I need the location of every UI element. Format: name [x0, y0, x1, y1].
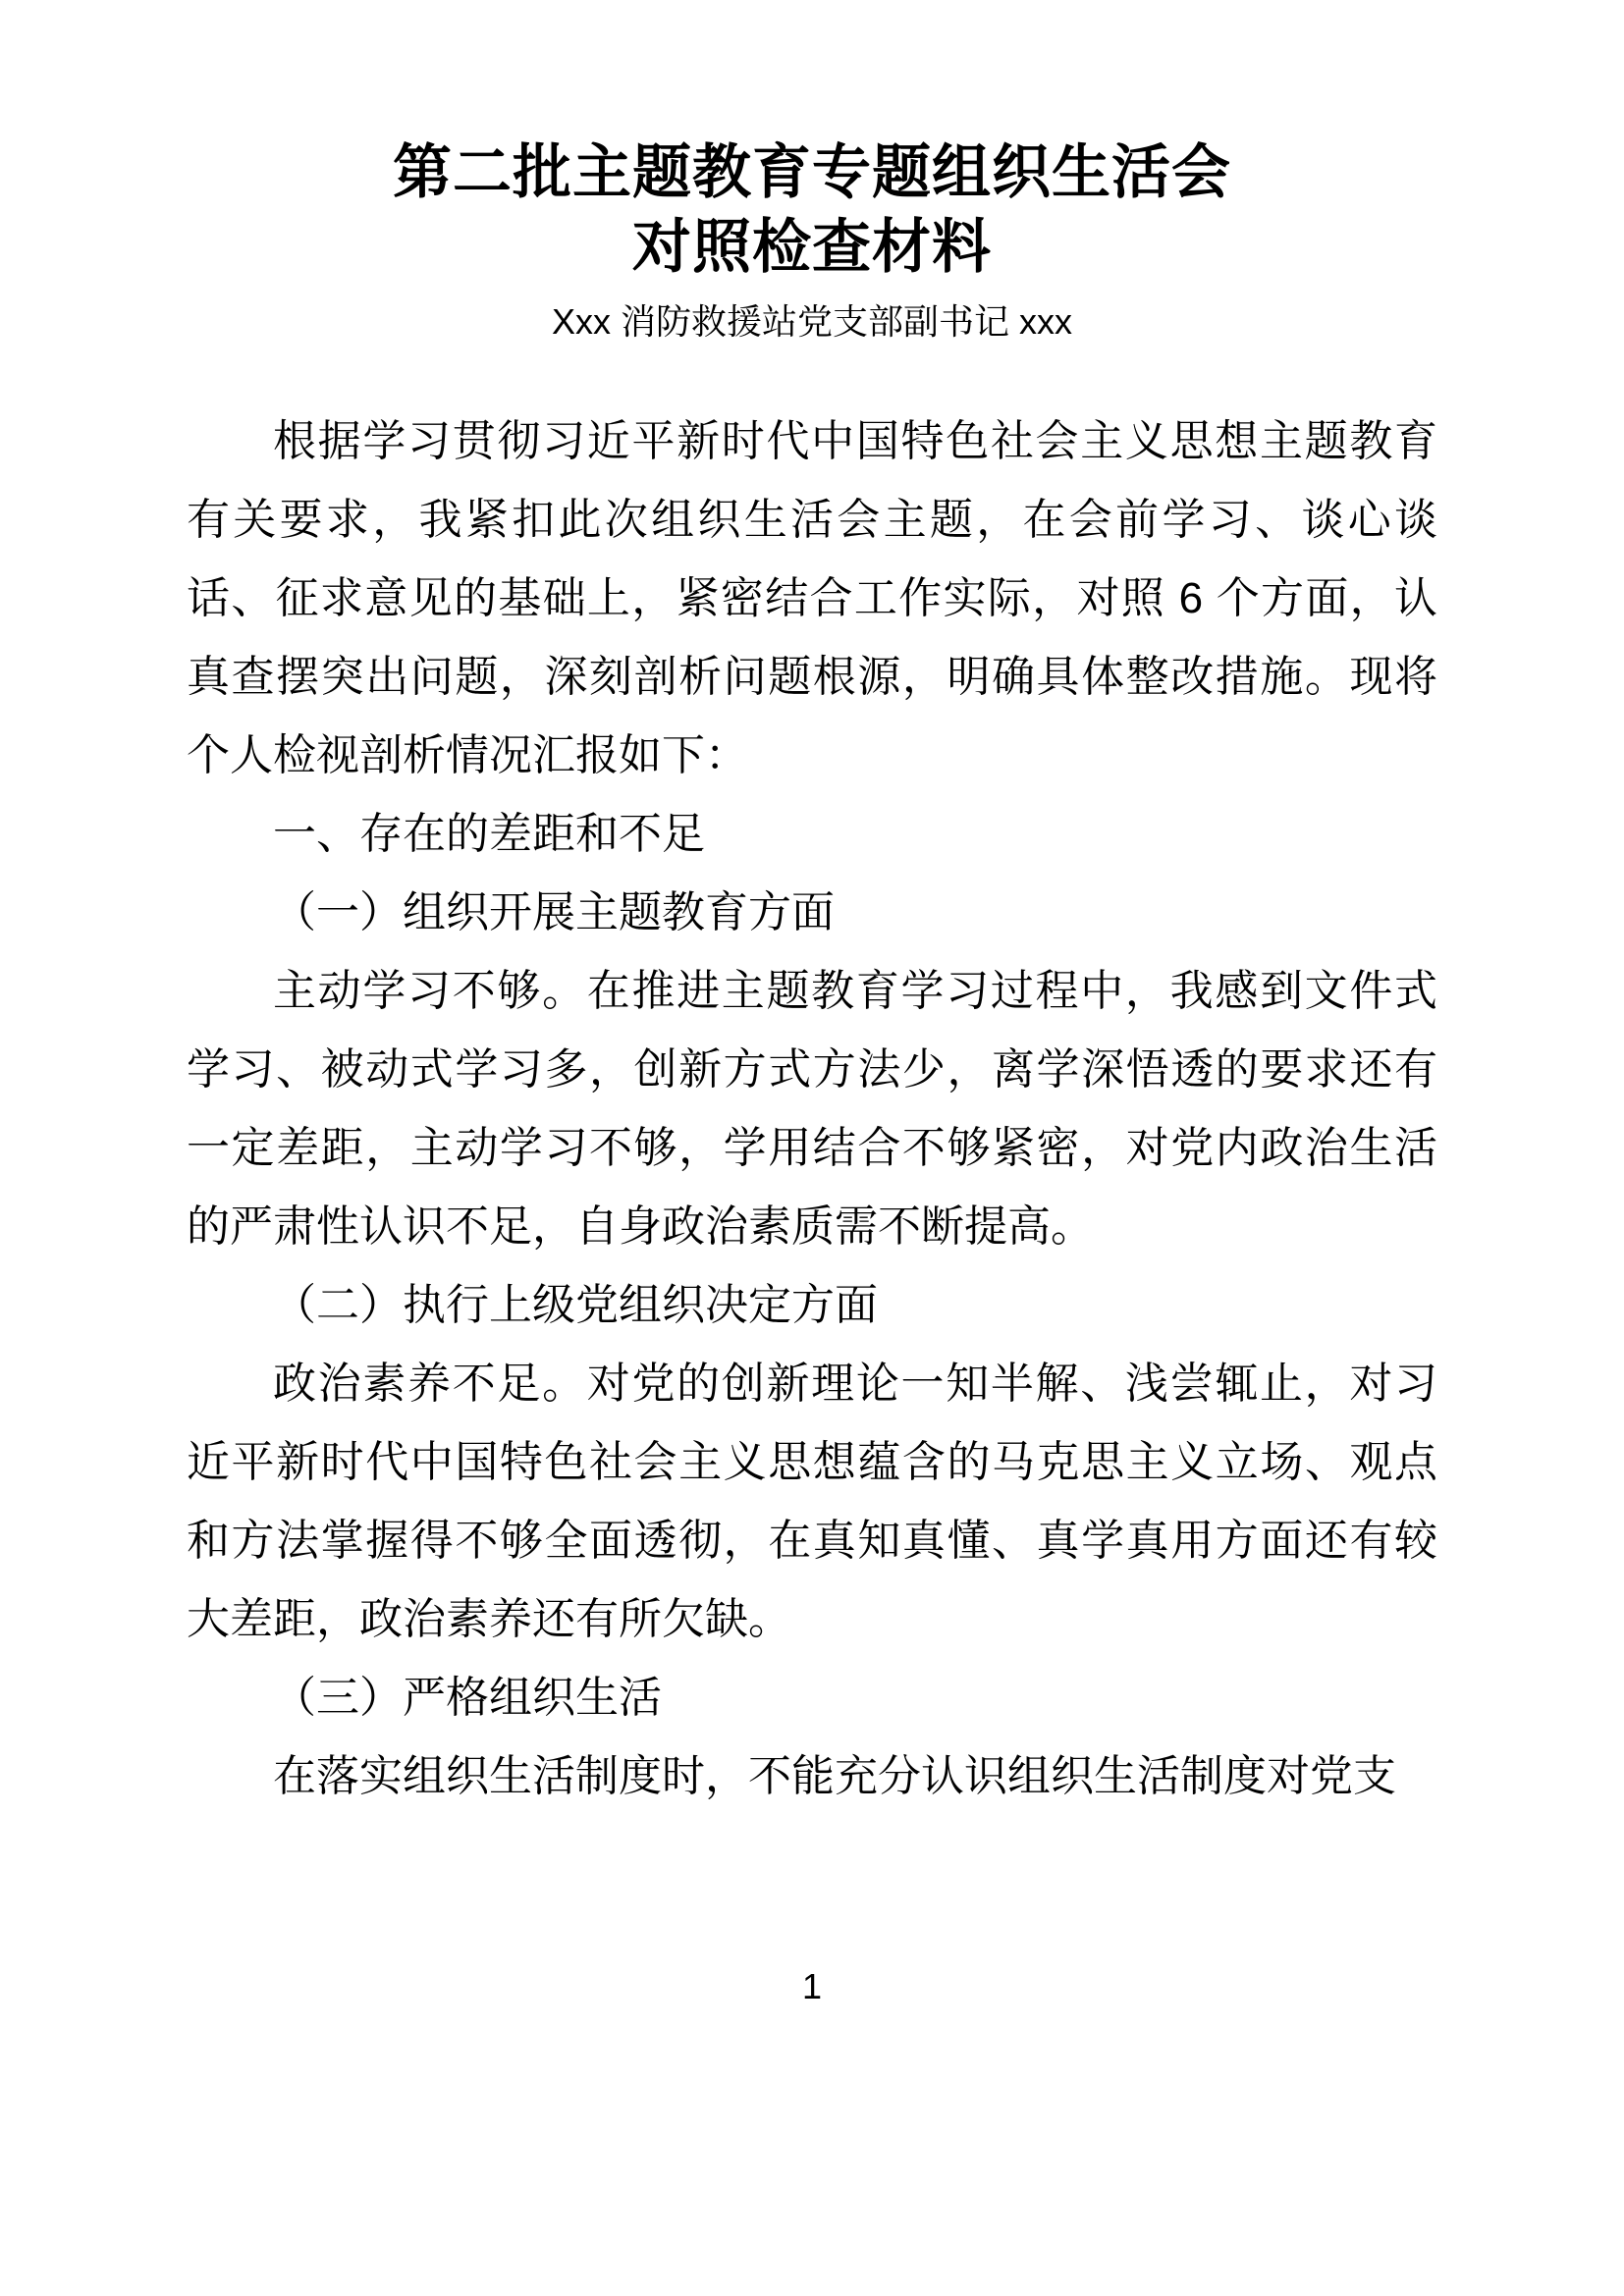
section-heading-1: 一、存在的差距和不足	[273, 810, 705, 858]
subsection-heading-2: （二）执行上级党组织决定方面	[273, 1281, 878, 1329]
subsection-heading-1: （一）组织开展主题教育方面	[273, 888, 835, 936]
paragraph-subsection-3: 在落实组织生活制度时，不能充分认识组织生活制度对党支	[273, 1752, 1396, 1800]
paragraph-subsection-1: 主动学习不够。在推进主题教育学习过程中，我感到文件式学习、被动式学习多，创新方式方法少，离学深悟透的要求还有一定差距，主动学习不够，学用结合不够紧密，对党内政治生活的严肃性认识不足，自身政治素质需不断提高。	[187, 967, 1437, 1251]
document-title-line2: 对照检查材料	[632, 214, 992, 280]
subsection-heading-3: （三）严格组织生活	[273, 1674, 662, 1722]
paragraph-intro: 根据学习贯彻习近平新时代中国特色社会主义思想主题教育有关要求，我紧扣此次组织生活会主题，在会前学习、谈心谈话、征求意见的基础上，紧密结合工作实际，对照 6 个方面，认真查摆突出问题，深刻剖析问题根源，明确具体整改措施。现将个人检视剖析情况汇报如下：	[187, 417, 1437, 779]
paragraph-subsection-2: 政治素养不足。对党的创新理论一知半解、浅尝辄止，对习近平新时代中国特色社会主义思想蕴含的马克思主义立场、观点和方法掌握得不够全面透彻，在真知真懂、真学真用方面还有较大差距，政治素养还有所欠缺。	[187, 1360, 1437, 1643]
document-title-line1: 第二批主题教育专题组织生活会	[393, 139, 1231, 205]
document-byline: Xxx 消防救援站党支部副书记 xxx	[551, 301, 1073, 342]
document-title	[187, 135, 1437, 285]
page-number: 1	[801, 1966, 823, 2006]
document-body	[187, 402, 1437, 1816]
